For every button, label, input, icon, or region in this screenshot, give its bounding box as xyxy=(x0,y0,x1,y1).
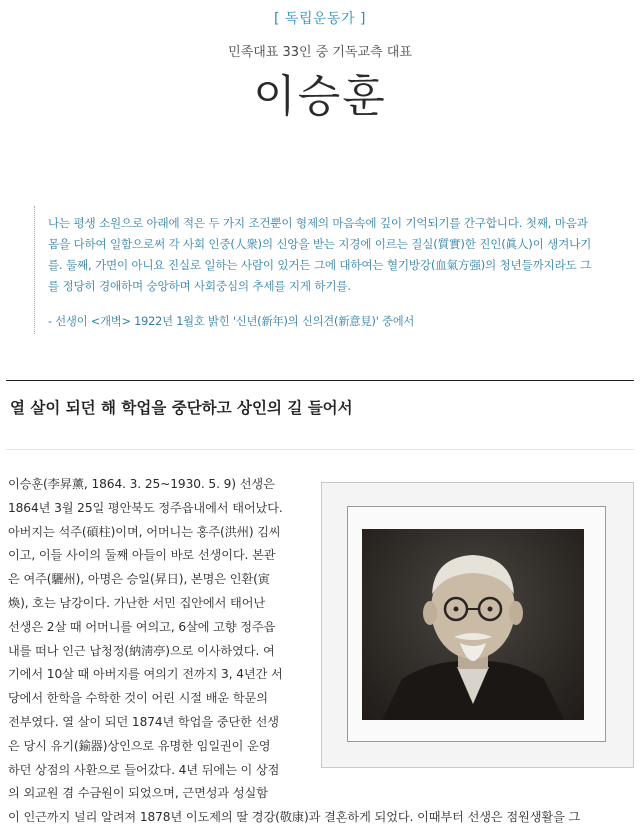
portrait-frame xyxy=(321,482,634,768)
body-line: 선생은 2살 때 어머니를 여의고, 6살에 고향 정주읍 xyxy=(8,619,276,634)
body-line: 아버지는 석주(碩柱)이며, 어머니는 홍주(洪州) 김씨 xyxy=(8,524,281,539)
quote-text xyxy=(48,213,636,297)
category-label: [ 독립운동가 ] xyxy=(274,11,366,27)
page-title: 이승훈 xyxy=(253,71,387,122)
quote-line: 몸을 다하여 일함으로써 각 사회 인중(人衆)의 신앙을 받는 지경에 이르는 질실(質實)한 진인(眞人)이 생겨나기 xyxy=(48,237,592,251)
quote-box xyxy=(34,206,635,334)
quote-source: - 선생이 <개벽> 1922년 1월호 밝힌 '신년(新年)의 신의견(新意見)' 중에서 xyxy=(48,315,415,328)
body-line: 이승훈(李昇薰, 1864. 3. 25~1930. 5. 9) 선생은 xyxy=(8,477,275,491)
body-line: 이고, 이들 사이의 둘째 아들이 바로 선생이다. 본관 xyxy=(8,548,276,563)
body-line: 기에서 10살 때 아버지를 여의기 전까지 3, 4년간 서 xyxy=(8,667,283,682)
body-line: 은 여주(驪州), 아명은 승일(昇日), 본명은 인환(寅 xyxy=(8,572,270,587)
portrait-mat xyxy=(347,506,606,742)
quote-line: 나는 평생 소원으로 아래에 적은 두 가지 조건뿐이 형제의 마음속에 깊이 기억되기를 간구합니다. 첫째, 마음과 xyxy=(48,216,588,230)
section-divider-bottom xyxy=(6,449,634,450)
body-line: 煥), 호는 남강이다. 가난한 서민 집안에서 태어난 xyxy=(8,596,266,610)
body-line: 은 당시 유기(鍮器)상인으로 유명한 임일권이 운영 xyxy=(8,738,271,753)
page-subtitle: 민족대표 33인 중 기독교측 대표 xyxy=(228,45,412,60)
section-heading: 열 살이 되던 해 학업을 중단하고 상인의 길 들어서 xyxy=(10,399,353,417)
body-line: 이 인근까지 널리 알려져 1878년 이도제의 딸 경강(敬康)과 결혼하게 되었다. 이때부터 선생은 점원생활을 그 xyxy=(8,810,581,825)
body-line: 1864년 3월 25일 평안북도 정주읍내에서 태어났다. xyxy=(8,500,283,515)
body-line: 당에서 한학을 수학한 것이 어린 시절 배운 학문의 xyxy=(8,691,268,706)
portrait-photo xyxy=(362,529,584,720)
body-line: 의 외교원 겸 수금원이 되었으며, 근면성과 성실함 xyxy=(8,786,268,801)
section-divider-top xyxy=(6,380,634,381)
quote-line: 를. 둘째, 가면이 아니요 진실로 일하는 사람이 있거든 그에 대하여는 혈기방강(血氣方强)의 청년들까지라도 그 xyxy=(48,258,592,272)
body-line: 전부였다. 열 살이 되던 1874년 학업을 중단한 선생 xyxy=(8,715,279,729)
portrait-icon xyxy=(362,529,584,720)
quote-line: 를 정당히 경애하며 숭앙하며 사회중심의 추세를 지게 하기를. xyxy=(48,279,351,293)
body-line: 내를 떠나 인근 납청정(納淸亭)으로 이사하였다. 여 xyxy=(8,643,275,658)
body-line: 하던 상점의 사환으로 들어갔다. 4년 뒤에는 이 상점 xyxy=(8,762,280,777)
